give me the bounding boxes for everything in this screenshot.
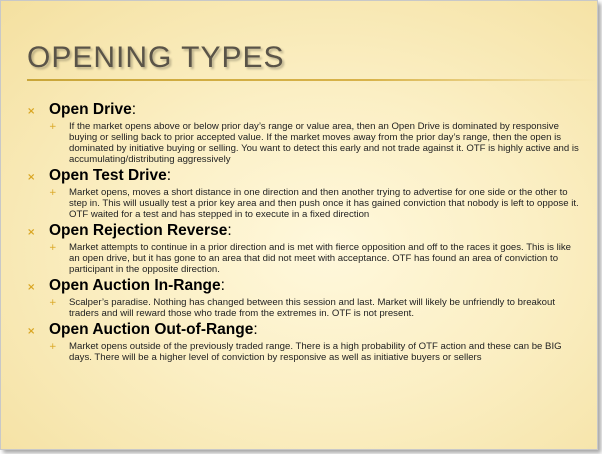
list-item — [27, 167, 587, 220]
item-heading: Open Rejection Reverse — [49, 222, 228, 239]
list-item — [27, 277, 587, 319]
item-description: If the market opens above or below prior day’s range or value area, then an Open Drive is dominated by responsive buying or selling back to prior accepted value. If the market moves away from the prior day’s range, then the open is dominated by initiative buying or selling. You want to detect this early and not trade against it. OTF is highly active and is accumulating/distributing aggressively — [69, 121, 579, 165]
item-colon: : — [227, 222, 232, 239]
item-description: Market opens, moves a short distance in one direction and then another trying to advertise for one side or the other to step in. This will usually test a prior key area and then push once it has gained conviction that nobody is left to oppose it. OTF waited for a test and has stepped in to execute in a fixed direction — [69, 187, 579, 220]
plus-bullet-icon: + — [49, 243, 57, 253]
item-description: Scalper’s paradise. Nothing has changed between this session and last. Market will likely be unfriendly to breakout traders and will reward those who trade from the extremes in. OTF is not present. — [69, 297, 556, 319]
plus-bullet-icon: + — [49, 122, 57, 132]
x-bullet-icon: × — [27, 282, 36, 293]
list-item — [27, 321, 587, 363]
item-colon: : — [253, 321, 258, 338]
title-divider — [27, 79, 597, 81]
item-heading: Open Auction In-Range — [49, 277, 221, 294]
slide-title: OPENING TYPES — [27, 41, 285, 74]
plus-bullet-icon: + — [49, 188, 57, 198]
item-heading: Open Drive — [49, 101, 132, 118]
list-item — [27, 222, 587, 275]
bullet-list — [27, 101, 587, 365]
list-item — [27, 101, 587, 165]
plus-bullet-icon: + — [49, 342, 57, 352]
x-bullet-icon: × — [27, 227, 36, 238]
item-colon: : — [220, 277, 225, 294]
item-colon: : — [166, 167, 172, 184]
item-heading: Open Test Drive — [49, 167, 167, 184]
x-bullet-icon: × — [27, 326, 36, 337]
x-bullet-icon: × — [27, 106, 36, 117]
plus-bullet-icon: + — [49, 298, 57, 308]
x-bullet-icon: × — [27, 172, 36, 183]
item-description: Market opens outside of the previously traded range. There is a high probability of OTF action and these can be BIG days. There will be a higher level of conviction by responsive as well as initiative buyers or sellers — [69, 341, 562, 363]
item-colon: : — [131, 101, 137, 118]
item-heading: Open Auction Out-of-Range — [49, 321, 254, 338]
item-description: Market attempts to continue in a prior direction and is met with fierce opposition and off to the races it goes. This is like an open drive, but it has gone to an area that did not meet with acceptance. OTF has found an area of conviction to participant in the opposite direction. — [69, 242, 571, 275]
